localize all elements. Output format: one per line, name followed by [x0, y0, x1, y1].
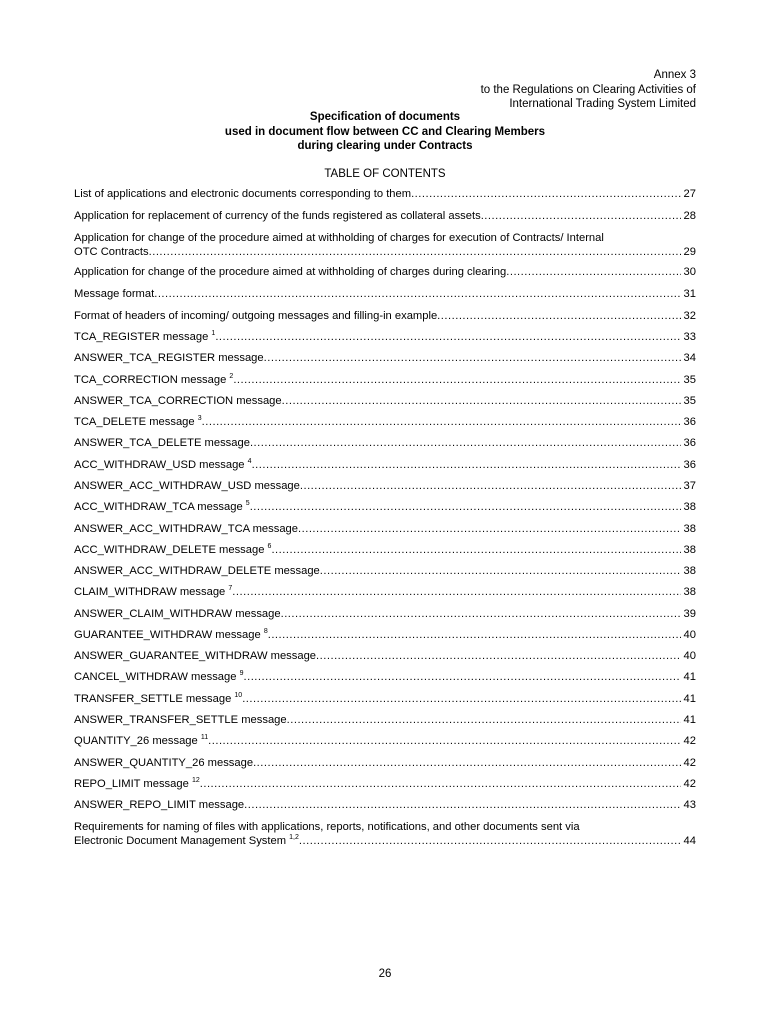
toc-entry-title: [74, 330, 215, 344]
toc-entry-text: ANSWER_TCA_DELETE message: [74, 437, 250, 449]
toc-entry-title: [74, 479, 300, 493]
toc-entry-page: 42: [683, 757, 696, 769]
toc-entry-text: TCA_REGISTER message: [74, 331, 209, 343]
toc-entry[interactable]: [74, 231, 696, 259]
toc-entry-title: [74, 628, 268, 642]
toc-entry-title: [74, 373, 233, 387]
toc-entry-text: GUARANTEE_WITHDRAW message: [74, 629, 261, 641]
toc-entry-page: 38: [683, 501, 696, 513]
toc-entry-first-line: Requirements for naming of files with applications, reports, notifications, and other documents sent via: [74, 821, 580, 833]
toc-entry[interactable]: [74, 564, 696, 578]
toc-entry-page: 38: [683, 565, 696, 577]
footnote-ref: 3: [197, 415, 202, 422]
toc-entry-text: ANSWER_REPO_LIMIT message: [74, 799, 245, 811]
toc-entry-title: [74, 564, 320, 578]
toc-entry-title: [74, 522, 298, 536]
footnote-ref: 10: [234, 692, 243, 699]
toc-entry-text: Message format: [74, 288, 155, 300]
toc-entry-page: 38: [683, 586, 696, 598]
toc-entry-title: [74, 209, 481, 223]
dot-leader: [154, 287, 680, 301]
toc-entry-title: [74, 458, 252, 472]
toc-entry-text: CLAIM_WITHDRAW message: [74, 586, 226, 598]
toc-entry-text: TRANSFER_SETTLE message: [74, 693, 232, 705]
toc-entry[interactable]: [74, 820, 696, 848]
toc-entry-text: ANSWER_ACC_WITHDRAW_USD message: [74, 480, 300, 492]
toc-entry-text: List of applications and electronic documents corresponding to them: [74, 188, 412, 200]
toc-entry-page: 32: [683, 310, 696, 322]
annex-line-2: to the Regulations on Clearing Activities of: [480, 83, 696, 96]
toc-entry-page: 33: [683, 331, 696, 343]
document-title: [0, 110, 770, 154]
annex-line-1: Annex 3: [653, 69, 696, 81]
dot-leader: [264, 351, 681, 365]
toc-entry-title: [74, 351, 264, 365]
toc-entry[interactable]: [74, 458, 696, 472]
toc-entry-title: [74, 607, 281, 621]
dot-leader: [411, 187, 680, 201]
annex-header: [481, 68, 696, 112]
dot-leader: [300, 479, 681, 493]
dot-leader: [242, 692, 680, 706]
toc-entry[interactable]: [74, 798, 696, 812]
toc-entry-text: TCA_CORRECTION message: [74, 374, 227, 386]
toc-entry-text: Electronic Document Management System: [74, 835, 287, 847]
footnote-ref: 5: [245, 500, 250, 507]
toc-entry-text: REPO_LIMIT message: [74, 778, 189, 790]
footnote-ref: 4: [247, 458, 252, 465]
toc-entry[interactable]: [74, 265, 696, 279]
toc-entry-text: ANSWER_QUANTITY_26 message: [74, 757, 254, 769]
toc-entry-first-line: Application for change of the procedure aimed at withholding of charges for execution of Contracts/ Internal: [74, 232, 604, 244]
toc-entry[interactable]: [74, 649, 696, 663]
dot-leader: [506, 265, 680, 279]
dot-leader: [268, 628, 681, 642]
toc-entry[interactable]: [74, 734, 696, 748]
toc-entry[interactable]: [74, 287, 696, 301]
toc-entry[interactable]: [74, 777, 696, 791]
toc-entry-page: 36: [683, 416, 696, 428]
toc-entry-text: ACC_WITHDRAW_DELETE message: [74, 544, 265, 556]
toc-entry[interactable]: [74, 692, 696, 706]
dot-leader: [250, 500, 681, 514]
toc-entry-page: 39: [683, 608, 696, 620]
toc-entry-title: [74, 436, 250, 450]
dot-leader: [149, 245, 681, 259]
toc-entry-text: ANSWER_ACC_WITHDRAW_DELETE message: [74, 565, 320, 577]
dot-leader: [243, 670, 680, 684]
toc-entry[interactable]: [74, 543, 696, 557]
toc-heading: TABLE OF CONTENTS: [324, 168, 446, 180]
toc-entry-title: [74, 415, 202, 429]
toc-entry[interactable]: [74, 522, 696, 536]
toc-entry-page: 42: [683, 735, 696, 747]
toc-entry-page: 37: [683, 480, 696, 492]
toc-entry-title: [74, 309, 437, 323]
toc-entry-page: 27: [683, 188, 696, 200]
toc-entry-title: [74, 265, 506, 279]
title-line-1: Specification of documents: [309, 111, 461, 123]
toc-entry-title: [74, 670, 243, 684]
footnote-ref: 7: [228, 585, 233, 592]
toc-entry-page: 36: [683, 459, 696, 471]
toc-entry-page: 29: [683, 246, 696, 258]
dot-leader: [233, 373, 680, 387]
toc-entry-text: ACC_WITHDRAW_USD message: [74, 459, 245, 471]
dot-leader: [215, 330, 680, 344]
footnote-ref: 2: [229, 373, 234, 380]
toc-entry-text: CANCEL_WITHDRAW message: [74, 671, 237, 683]
toc-entry[interactable]: [74, 436, 696, 450]
dot-leader: [200, 777, 681, 791]
toc-entry-text: ANSWER_TCA_CORRECTION message: [74, 395, 282, 407]
toc-entry-title: [74, 756, 253, 770]
toc-entry-page: 35: [683, 374, 696, 386]
toc-entry-page: 31: [683, 288, 696, 300]
toc-entry-title: [74, 187, 411, 201]
dot-leader: [232, 585, 680, 599]
toc-entry-text: ANSWER_TCA_REGISTER message: [74, 352, 264, 364]
toc-entry-title: [74, 585, 232, 599]
footnote-ref: 9: [239, 670, 244, 677]
toc-entry-title: [74, 713, 287, 727]
dot-leader: [316, 649, 681, 663]
dot-leader: [202, 415, 681, 429]
toc-entry[interactable]: [74, 713, 696, 727]
toc-entry[interactable]: [74, 585, 696, 599]
annex-line-3: International Trading System Limited: [509, 98, 696, 110]
toc-entry-title: [74, 500, 250, 514]
toc-entry-page: 28: [683, 210, 696, 222]
toc-entry[interactable]: [74, 607, 696, 621]
toc-entry-title: [74, 543, 271, 557]
toc-entry-title: [74, 734, 208, 748]
dot-leader: [282, 394, 681, 408]
toc-entry-title: [74, 649, 316, 663]
toc-entry-page: 34: [683, 352, 696, 364]
dot-leader: [287, 713, 681, 727]
dot-leader: [271, 543, 680, 557]
toc-entry-title: [74, 245, 149, 259]
toc-entry-page: 40: [683, 650, 696, 662]
toc-entry-page: 41: [683, 671, 696, 683]
toc-entry-page: 36: [683, 437, 696, 449]
toc-entry[interactable]: [74, 670, 696, 684]
toc-entry[interactable]: [74, 187, 696, 201]
toc-entry-text: Application for change of the procedure aimed at withholding of charges during clearing: [74, 266, 507, 278]
toc-entry-text: QUANTITY_26 message: [74, 735, 198, 747]
page-number: 26: [378, 968, 392, 980]
toc-entry[interactable]: [74, 209, 696, 223]
toc-entry-page: 38: [683, 544, 696, 556]
toc-entry-text: Application for replacement of currency of the funds registered as collateral assets: [74, 210, 481, 222]
toc-entry-page: 41: [683, 693, 696, 705]
toc-entry-page: 35: [683, 395, 696, 407]
toc-entry[interactable]: [74, 500, 696, 514]
dot-leader: [320, 564, 681, 578]
dot-leader: [253, 756, 680, 770]
title-line-2: used in document flow between CC and Clearing Members: [224, 125, 546, 138]
footnote-ref: 1: [211, 330, 216, 337]
toc-entry[interactable]: [74, 756, 696, 770]
toc-entry-title: [74, 777, 200, 791]
dot-leader: [298, 522, 681, 536]
toc-entry[interactable]: [74, 373, 696, 387]
toc-entry-page: 30: [683, 266, 696, 278]
toc-entry-text: TCA_DELETE message: [74, 416, 195, 428]
toc-entry-text: OTC Contracts: [74, 246, 149, 258]
toc-entry-title: [74, 692, 242, 706]
dot-leader: [299, 834, 681, 848]
toc-entry[interactable]: [74, 415, 696, 429]
toc-entry-page: 42: [683, 778, 696, 790]
toc-entry-text: Format of headers of incoming/ outgoing messages and filling-in example: [74, 310, 438, 322]
footnote-ref: 12: [191, 777, 200, 784]
dot-leader: [252, 458, 681, 472]
toc-entry-title: [74, 798, 244, 812]
toc-entry-page: 40: [683, 629, 696, 641]
footnote-ref: 11: [200, 734, 209, 741]
footnote-ref: 8: [263, 628, 268, 635]
toc-entry-title: [74, 834, 299, 848]
toc-entry-title: [74, 394, 282, 408]
dot-leader: [250, 436, 681, 450]
toc-entry[interactable]: [74, 330, 696, 344]
toc-entry-text: ANSWER_CLAIM_WITHDRAW message: [74, 608, 281, 620]
toc-entry[interactable]: [74, 309, 696, 323]
toc-entry-text: ANSWER_GUARANTEE_WITHDRAW message: [74, 650, 317, 662]
toc-entry[interactable]: [74, 479, 696, 493]
toc-entry-title: [74, 287, 154, 301]
toc-entry-page: 41: [683, 714, 696, 726]
toc-entry[interactable]: [74, 394, 696, 408]
toc-entry-page: 44: [683, 835, 696, 847]
toc-entry-text: ANSWER_TRANSFER_SETTLE message: [74, 714, 287, 726]
toc-entry[interactable]: [74, 351, 696, 365]
title-line-3: during clearing under Contracts: [297, 140, 473, 152]
footnote-ref: 1,2: [289, 834, 299, 841]
toc-entry-text: ACC_WITHDRAW_TCA message: [74, 501, 243, 513]
toc-entry[interactable]: [74, 628, 696, 642]
toc-entry-page: 38: [683, 523, 696, 535]
dot-leader: [437, 309, 680, 323]
dot-leader: [281, 607, 681, 621]
footnote-ref: 6: [267, 543, 272, 550]
dot-leader: [244, 798, 680, 812]
toc-entry-page: 43: [683, 799, 696, 811]
toc-entry-text: ANSWER_ACC_WITHDRAW_TCA message: [74, 523, 298, 535]
dot-leader: [208, 734, 680, 748]
dot-leader: [481, 209, 681, 223]
